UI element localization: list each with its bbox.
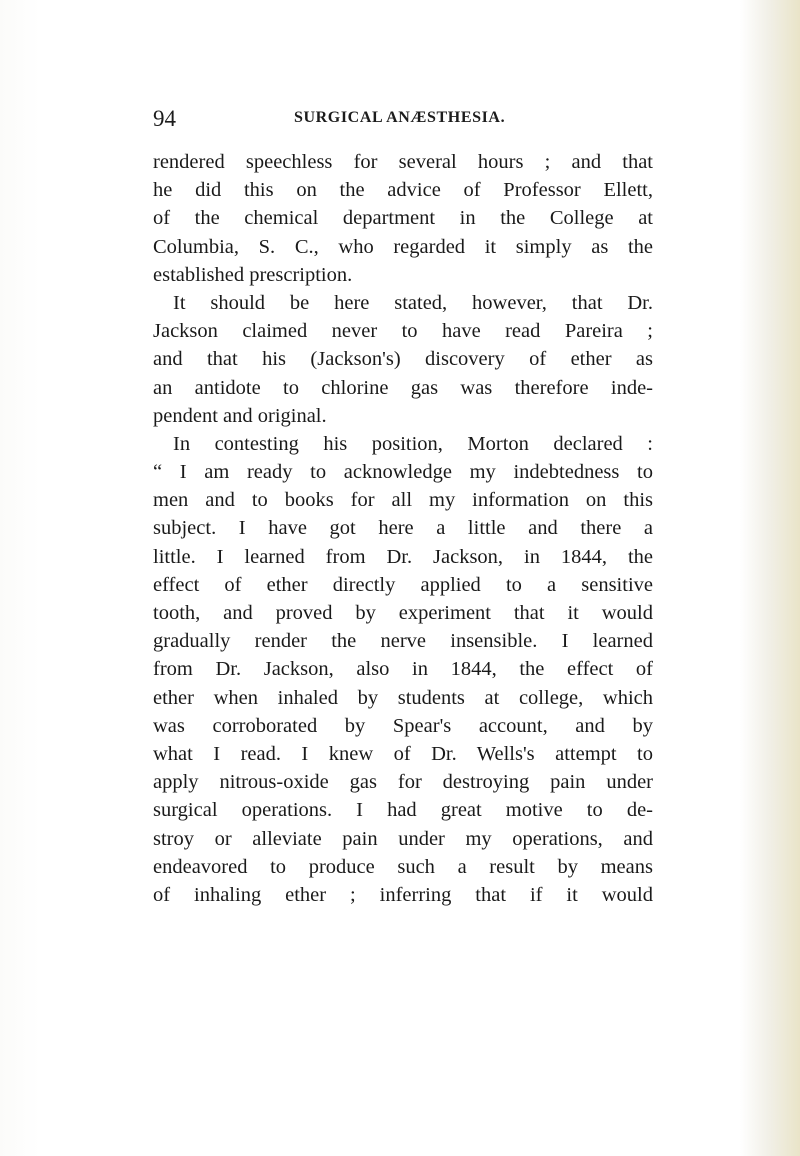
text-line: stroy or alleviate pain under my operations, and (153, 827, 653, 850)
running-title: SURGICAL ANÆSTHESIA. (294, 109, 506, 126)
text-line: and that his (Jackson's) discovery of ether as (153, 348, 653, 371)
running-head (153, 106, 653, 136)
text-line: surgical operations. I had great motive to de- (153, 799, 653, 822)
text-line: Jackson claimed never to have read Pareira ; (153, 320, 653, 343)
text-line: an antidote to chlorine gas was therefore inde- (153, 376, 653, 399)
text-line: established prescription. (153, 263, 353, 286)
text-line: effect of ether directly applied to a sensitive (153, 573, 653, 596)
text-line: little. I learned from Dr. Jackson, in 1844, the (153, 545, 653, 568)
page-number: 94 (153, 106, 176, 131)
text-line: men and to books for all my information on this (153, 489, 653, 512)
text-line: It should be here stated, however, that Dr. (173, 291, 653, 314)
text-line: was corroborated by Spear's account, and by (153, 714, 653, 737)
text-line: pendent and original. (153, 404, 327, 427)
text-line: he did this on the advice of Professor Ellett, (153, 179, 653, 202)
text-line: what I read. I knew of Dr. Wells's attempt to (153, 742, 653, 765)
text-line: “ I am ready to acknowledge my indebtedness to (153, 461, 653, 484)
text-line: ether when inhaled by students at college, which (153, 686, 653, 709)
text-line: gradually render the nerve insensible. I learned (153, 630, 653, 653)
text-line: endeavored to produce such a result by means (153, 855, 653, 878)
text-line: Columbia, S. C., who regarded it simply as the (153, 235, 653, 258)
body-text (153, 148, 653, 909)
text-line: In contesting his position, Morton declared : (173, 432, 653, 455)
text-line: rendered speechless for several hours ; and that (153, 151, 653, 173)
text-line: of the chemical department in the College at (153, 207, 653, 230)
text-line: subject. I have got here a little and there a (153, 517, 653, 540)
text-line: apply nitrous-oxide gas for destroying pain under (153, 771, 653, 794)
text-line: of inhaling ether ; inferring that if it would (153, 883, 653, 906)
text-line: tooth, and proved by experiment that it would (153, 602, 653, 624)
text-line: from Dr. Jackson, also in 1844, the effect of (153, 658, 653, 681)
